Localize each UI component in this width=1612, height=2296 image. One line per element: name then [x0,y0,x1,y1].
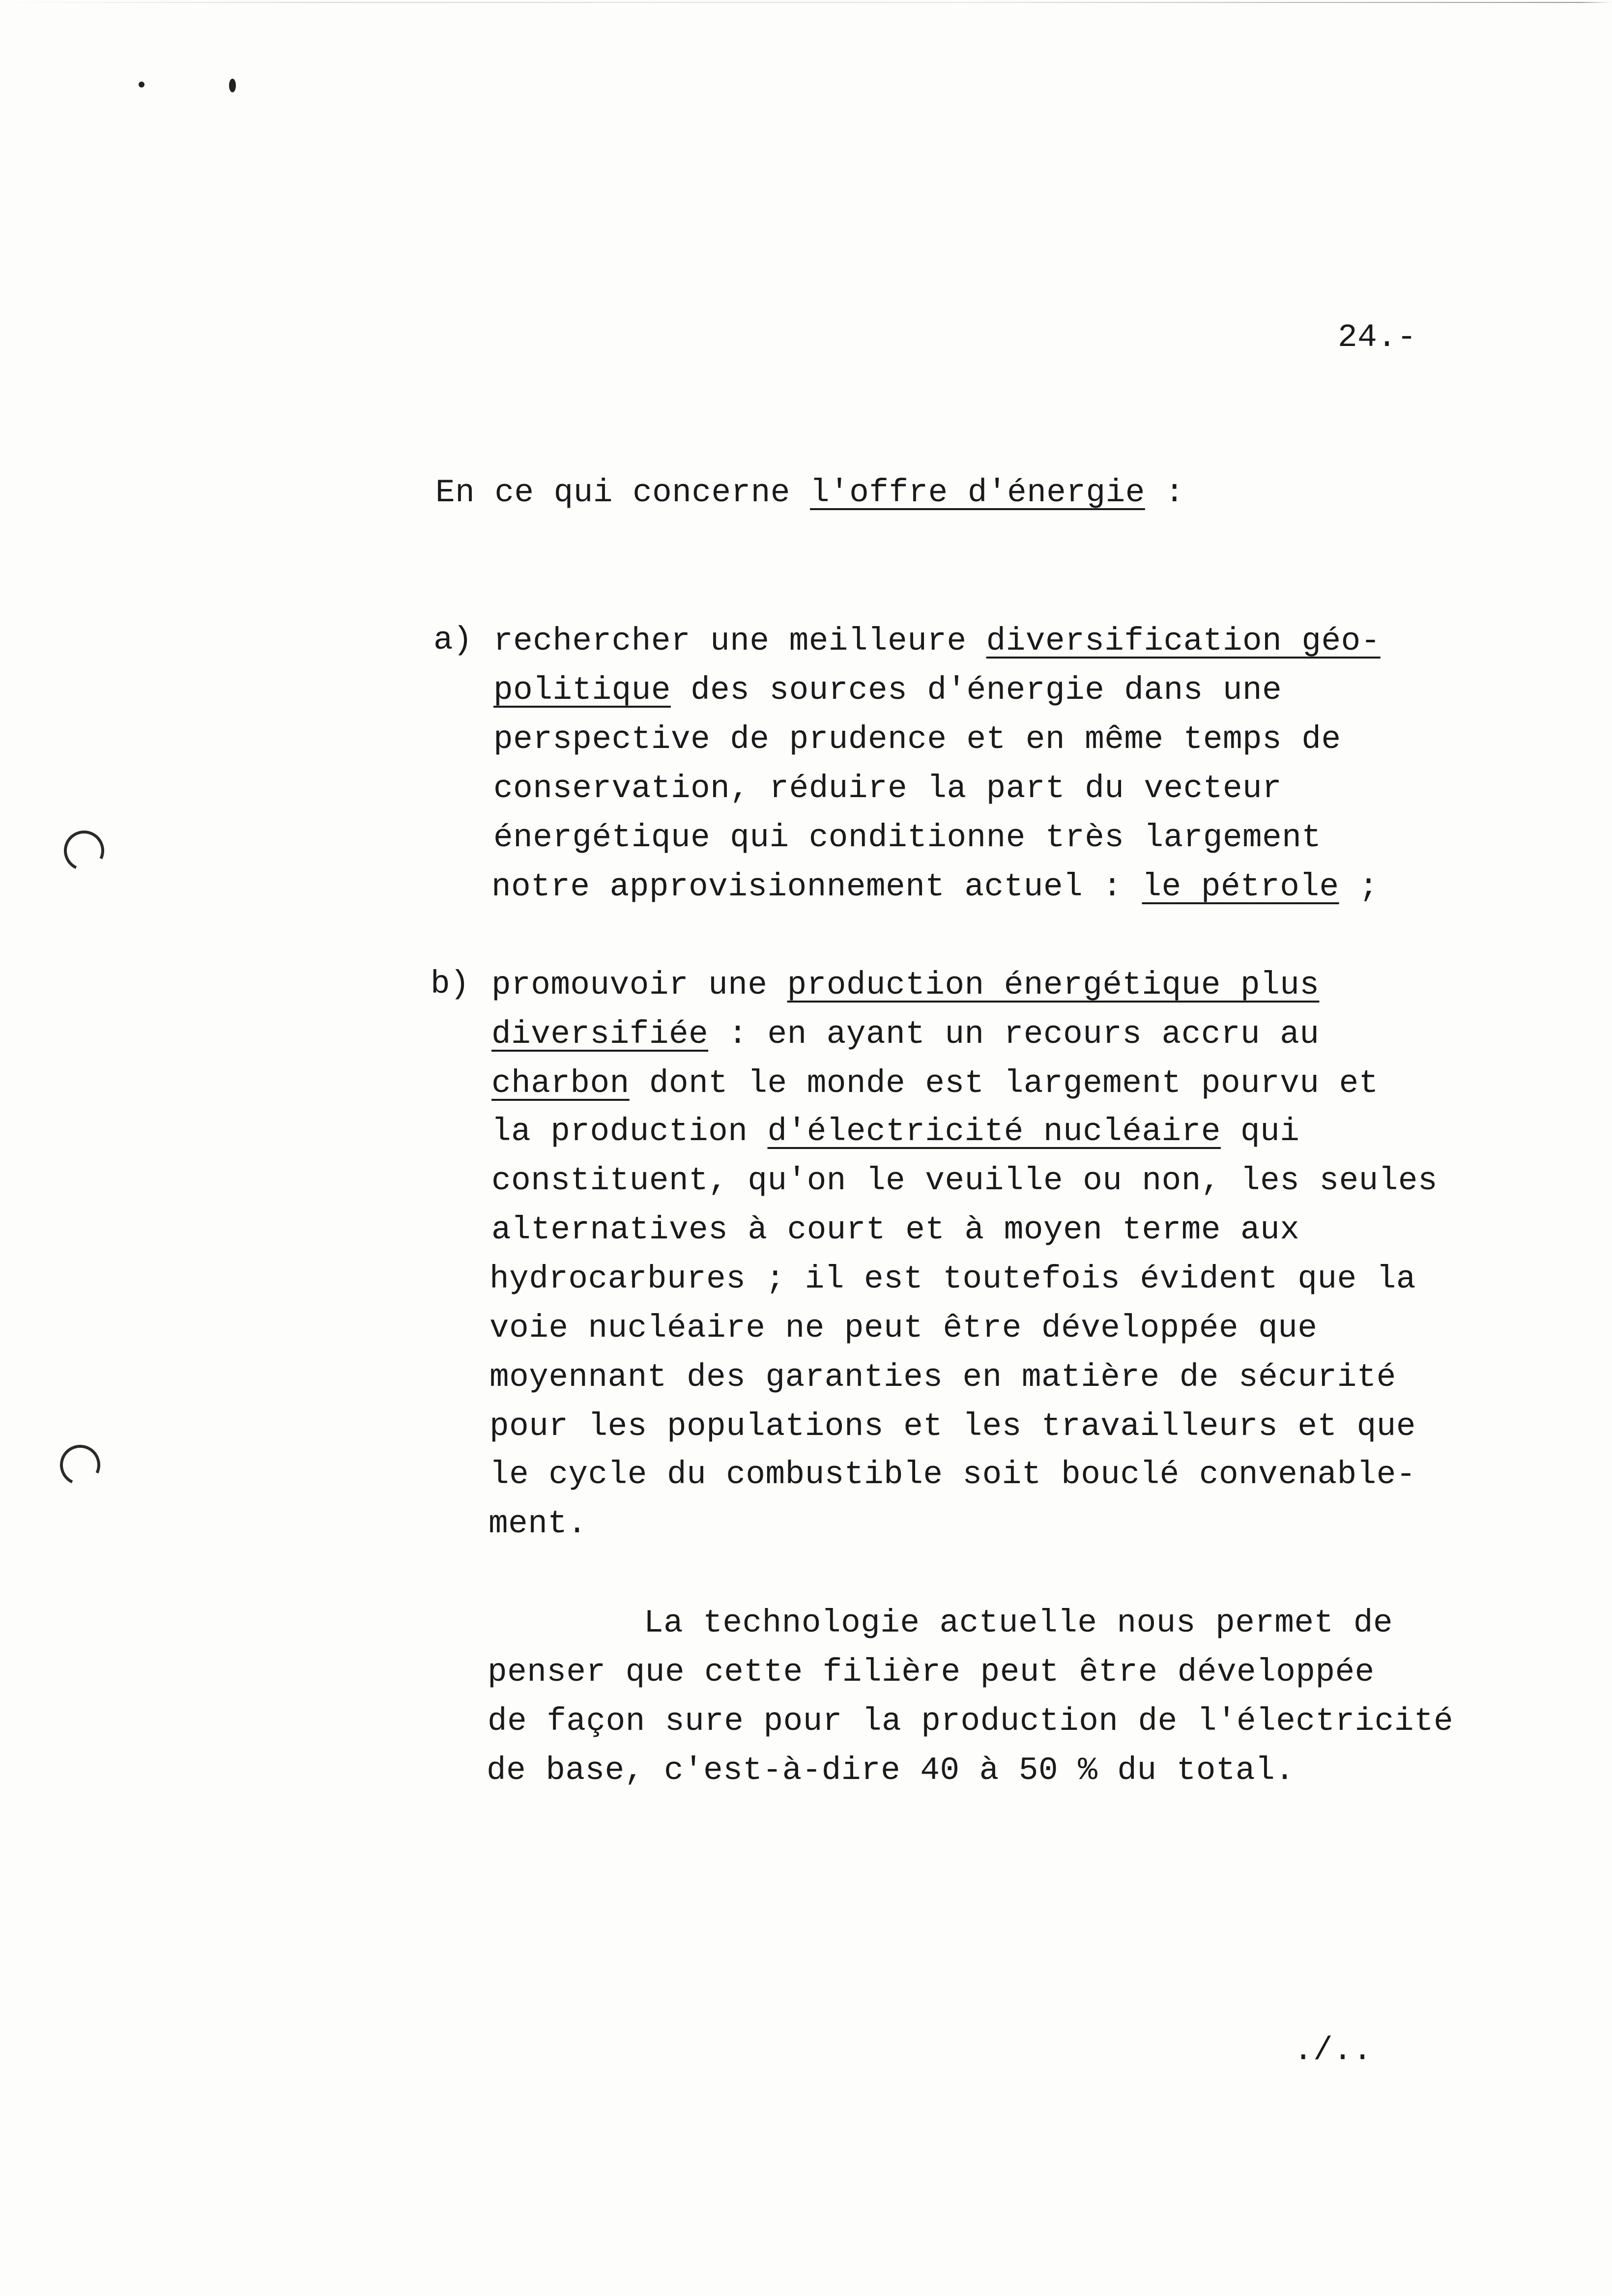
item-b-line: ment. [489,1505,587,1542]
item-b-line [491,1113,1300,1150]
heading-tail: : [1145,474,1185,511]
item-b-line: voie nucléaire ne peut être développée que [489,1310,1318,1347]
heading-lead: En ce qui concerne [435,474,810,511]
item-a-line [493,625,1381,658]
page-number: 24.- [1338,319,1417,356]
item-b-line [491,969,1319,1002]
item-b-line: hydrocarbures ; il est toutefois évident que la [489,1261,1416,1297]
punch-hole-mark [58,825,110,876]
heading-emphasis: l'offre d'énergie [810,474,1145,511]
item-b-emphasis: production énergétique plus [787,967,1320,1004]
item-a-text: rechercher une meilleure [493,623,986,660]
item-a-line: conservation, réduire la part du vecteur [493,770,1282,807]
item-b-text: promouvoir une [491,967,787,1004]
item-b-text: dont le monde est largement pourvu et [629,1065,1379,1102]
scan-top-edge [0,2,1612,3]
item-b-line: le cycle du combustible soit bouclé convenable- [489,1456,1416,1493]
item-a-line [493,674,1282,707]
closing-line: de base, c'est-à-dire 40 à 50 % du total. [487,1752,1295,1789]
ink-dot [139,82,144,87]
item-a-emphasis: politique [493,672,671,709]
closing-line: penser que cette filière peut être développée [488,1654,1375,1691]
section-heading [435,474,1185,511]
item-a-emphasis: le pétrole [1142,868,1339,905]
closing-line: de façon sure pour la production de l'électricité [488,1703,1454,1740]
item-b-line [491,1018,1319,1051]
item-b-line: constituent, qu'on le veuille ou non, les seules [491,1162,1438,1199]
item-a-text: notre approvisionnement actuel : [491,868,1142,905]
item-b-emphasis: d'électricité nucléaire [767,1113,1221,1150]
item-b-line [491,1067,1379,1100]
ink-dot [229,79,236,92]
item-a-text: ; [1339,868,1379,905]
item-a-line: énergétique qui conditionne très largement [493,819,1322,856]
item-b-line: pour les populations et les travailleurs et que [489,1408,1416,1445]
item-a-text: des sources d'énergie dans une [670,672,1282,709]
item-a-line: perspective de prudence et en même temps de [493,721,1341,758]
item-b-line: moyennant des garanties en matière de sécurité [489,1359,1396,1396]
item-a-line [491,868,1379,905]
closing-line: La technologie actuelle nous permet de [644,1605,1393,1641]
item-a-emphasis: diversification géo- [986,623,1381,660]
item-b-text: : en ayant un recours accru au [708,1016,1320,1053]
item-b-text: qui [1220,1113,1300,1150]
item-b-emphasis: charbon [491,1065,630,1102]
item-b-emphasis: diversifiée [491,1016,709,1053]
item-b-line: alternatives à court et à moyen terme aux [491,1211,1300,1248]
item-b-marker: b) [431,966,470,1003]
item-b-text: la production [491,1113,768,1150]
punch-hole-mark [54,1439,106,1491]
item-a-marker: a) [433,622,473,659]
continuation-mark: ./.. [1294,2032,1373,2069]
